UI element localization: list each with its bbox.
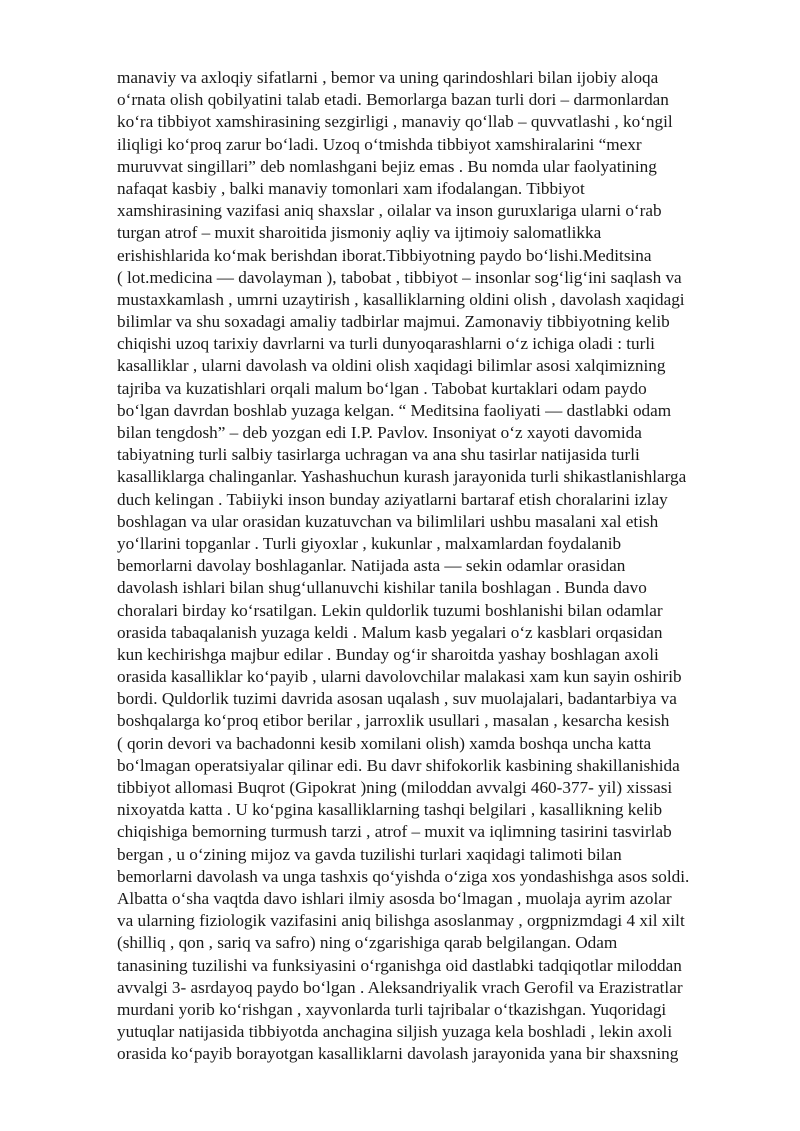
text-line-15: tajriba va kuzatishlari orqali malum bo‘lgan . Tabobat kurtaklari odam paydo [117, 378, 647, 398]
text-line-7: xamshirasining vazifasi aniq shaxslar , oilalar va inson guruxlariga ularni o‘rab [117, 201, 662, 221]
text-line-36: bergan , u o‘zining mijoz va gavda tuzilishi turlari xaqidagi talimoti bilan [117, 844, 622, 864]
text-line-25: choralari birday ko‘rsatilgan. Lekin quldorlik tuzumi boshlanishi bilan odamlar [117, 600, 663, 620]
text-line-39: va ularning fiziologik vazifasini aniq bilishga asoslanmay , orgpnizmdagi 4 xil xilt [117, 911, 685, 931]
text-line-21: boshlagan va ular orasidan kuzatuvchan va bilimlilari ushbu masalani xal etish [117, 511, 659, 531]
text-line-22: yo‘llarini topganlar . Turli giyoxlar , kukunlar , malxamlardan foydalanib [117, 533, 622, 553]
text-line-31: ( qorin devori va bachadonni kesib xomilani olish) xamda boshqa uncha katta [117, 733, 652, 753]
text-line-12: bilimlar va shu soxadagi amaliy tadbirlar majmui. Zamonaviy tibbiyotning kelib [117, 312, 670, 332]
text-line-23: bemorlarni davolay boshlaganlar. Natijada asta — sekin odamlar orasidan [117, 556, 626, 576]
text-line-13: chiqishi uzoq tarixiy davrlarni va turli dunyoqarashlarni o‘z ichiga oladi : turli [117, 334, 655, 354]
text-line-2: o‘rnata olish qobilyatini talab etadi. Bemorlarga bazan turli dori – darmonlardan [117, 90, 669, 110]
text-line-35: chiqishiga bemorning turmush tarzi , atrof – muxit va iqlimning tasirini tasvirlab [117, 822, 672, 842]
text-line-27: kun kechirishga majbur edilar . Bunday og‘ir sharoitda yashay boshlagan axoli [117, 644, 659, 664]
text-line-26: orasida tabaqalanish yuzaga keldi . Malum kasb yegalari o‘z kasblari orqasidan [117, 622, 663, 642]
text-line-4: iliqligi ko‘proq zarur bo‘ladi. Uzoq o‘tmishda tibbiyot xamshiralarini “mexr [117, 134, 642, 154]
text-line-18: tabiyatning turli salbiy tasirlarga uchragan va ana shu tasirlar natijasida turli [117, 445, 640, 465]
text-line-8: turgan atrof – muxit sharoitida jismoniy aqliy va ijtimoiy salomatlikka [117, 223, 602, 243]
text-line-14: kasalliklar , ularni davolash va oldini olish xaqidagi bilimlar asosi xalqimizning [117, 356, 666, 376]
text-line-11: mustaxkamlash , umrni uzaytirish , kasalliklarning oldini olish , davolash xaqidagi [117, 289, 685, 309]
text-line-41: tanasining tuzilishi va funksiyasini o‘rganishga oid dastlabki tadqiqotlar miloddan [117, 955, 682, 975]
text-line-38: Albatta o‘sha vaqtda davo ishlari ilmiy asosda bo‘lmagan , muolaja ayrim azolar [117, 888, 672, 908]
text-line-42: avvalgi 3- asrdayoq paydo bo‘lgan . Aleksandriyalik vrach Gerofil va Erazistratlar [117, 977, 683, 997]
text-line-24: davolash ishlari bilan shug‘ullanuvchi kishilar tanila boshlagan . Bunda davo [117, 578, 647, 598]
text-line-40: (shilliq , qon , sariq va safro) ning o‘zgarishiga qarab belgilangan. Odam [117, 933, 618, 953]
text-line-34: nixoyatda katta . U ko‘pgina kasalliklarning tashqi belgilari , kasallikning kelib [117, 800, 663, 820]
text-line-19: kasalliklarga chalinganlar. Yashashuchun kurash jarayonida turli shikastlanishlarga [117, 467, 687, 487]
text-line-10: ( lot.medicina — davolayman ), tabobat , tibbiyot – insonlar sog‘lig‘ini saqlash va [117, 267, 682, 287]
body-text [117, 67, 757, 1065]
text-line-3: ko‘ra tibbiyot xamshirasining sezgirligi , manaviy qo‘llab – quvvatlashi , ko‘ngil [117, 112, 673, 132]
text-line-9: erishishlarida ko‘mak berishdan iborat.Tibbiyotning paydo bo‘lishi.Meditsina [117, 245, 652, 265]
text-line-28: orasida kasalliklar ko‘payib , ularni davolovchilar malakasi xam kun sayin oshirib [117, 667, 682, 687]
text-line-45: orasida ko‘payib borayotgan kasalliklarni davolash jarayonida yana bir shaxsning [117, 1044, 679, 1064]
text-line-6: nafaqat kasbiy , balki manaviy tomonlari xam ifodalangan. Tibbiyot [117, 178, 585, 198]
text-line-29: bordi. Quldorlik tuzimi davrida asosan uqalash , suv muolajalari, badantarbiya va [117, 689, 677, 709]
text-line-17: bilan tengdosh” – deb yozgan edi I.P. Pavlov. Insoniyat o‘z xayoti davomida [117, 423, 642, 442]
text-line-33: tibbiyot allomasi Buqrot (Gipokrat )ning (miloddan avvalgi 460-377- yil) xissasi [117, 778, 673, 797]
text-line-5: muruvvat singillari” deb nomlashgani bejiz emas . Bu nomda ular faolyatining [117, 156, 657, 176]
text-line-43: murdani yorib ko‘rishgan , xayvonlarda turli tajribalar o‘tkazishgan. Yuqoridagi [117, 999, 667, 1019]
text-line-30: boshqalarga ko‘proq etibor berilar , jarroxlik usullari , masalan , kesarcha kesish [117, 711, 670, 731]
text-line-1: manaviy va axloqiy sifatlarni , bemor va uning qarindoshlari bilan ijobiy aloqa [117, 68, 659, 87]
text-line-37: bemorlarni davolash va unga tashxis qo‘yishda o‘ziga xos yondashishga asos soldi. [117, 866, 690, 886]
text-line-20: duch kelingan . Tabiiyki inson bunday aziyatlarni bartaraf etish choralarini izlay [117, 489, 668, 509]
text-line-32: bo‘lmagan operatsiyalar qilinar edi. Bu davr shifokorlik kasbining shakillanishida [117, 755, 680, 775]
text-line-16: bo‘lgan davrdan boshlab yuzaga kelgan. “ Meditsina faoliyati — dastlabki odam [117, 400, 672, 420]
text-line-44: yutuqlar natijasida tibbiyotda anchagina siljish yuzaga kela boshladi , lekin axoli [117, 1022, 673, 1042]
